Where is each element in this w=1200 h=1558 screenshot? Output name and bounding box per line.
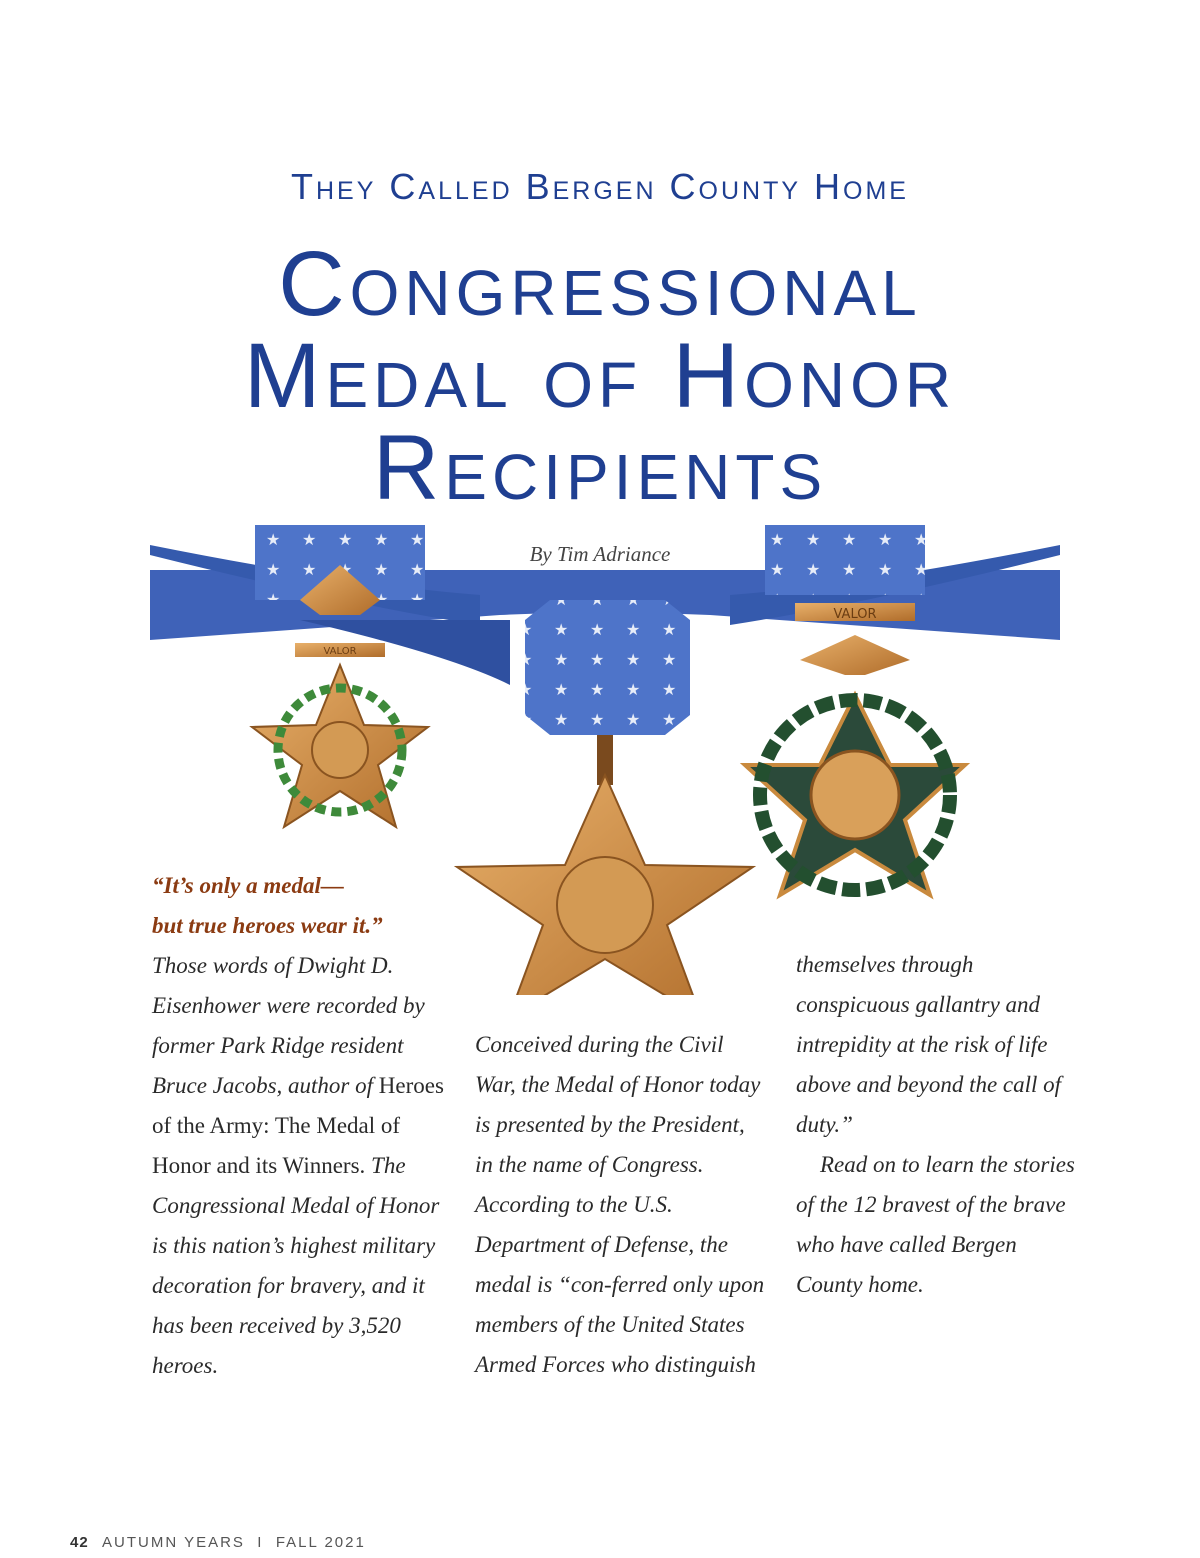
publication-name: AUTUMN YEARS	[102, 1534, 245, 1551]
title-line-2: Medal of Honor	[243, 325, 957, 427]
body-text: themselves through conspicuous gallantry and intrepidity at the risk of life above and beyond the call of duty.”	[796, 952, 1062, 1137]
pull-quote-line-2: but true heroes wear it.”	[152, 913, 383, 938]
star-pad-center	[525, 600, 690, 735]
body-text: Those words of Dwight D. Eisenhower were recorded by former Park Ridge resident Bruce Jacobs, author of	[152, 953, 425, 1098]
page-number: 42	[70, 1534, 89, 1551]
page-footer	[70, 1534, 366, 1551]
kicker: They Called Bergen County Home	[291, 166, 909, 207]
navy-medal	[457, 735, 753, 995]
title-line-1: Congressional	[278, 233, 922, 335]
column-3	[796, 945, 1076, 1305]
book-title: Heroes of the Army: The Medal of Honor and its Winners.	[152, 1073, 444, 1178]
issue-date: FALL 2021	[275, 1534, 366, 1551]
body-text: Read on to learn the stories of the 12 bravest of the brave who have called Bergen County home.	[796, 1152, 1075, 1297]
column-2	[475, 1025, 765, 1385]
air-force-medal	[745, 603, 965, 895]
body-text: Conceived during the Civil War, the Medal of Honor today is presented by the President, in the name of Congress. According to the U.S. Department of Defense, the medal is “con-ferred only upon members of the United States Armed Forces who distinguish	[475, 1032, 765, 1377]
pull-quote-line-1: “It’s only a medal—	[152, 873, 344, 898]
body-text: The Congressional Medal of Honor is this nation’s highest military decoration for bravery, and it has been received by 3,520 heroes.	[152, 1153, 440, 1378]
byline: By Tim Adriance	[529, 542, 671, 566]
title-line-3: Recipients	[372, 417, 828, 519]
medal-label-right: VALOR	[833, 607, 877, 622]
footer-separator: I	[257, 1534, 264, 1551]
medal-label-left: VALOR	[323, 646, 357, 657]
page-title	[0, 233, 1200, 519]
column-1	[152, 866, 452, 1386]
